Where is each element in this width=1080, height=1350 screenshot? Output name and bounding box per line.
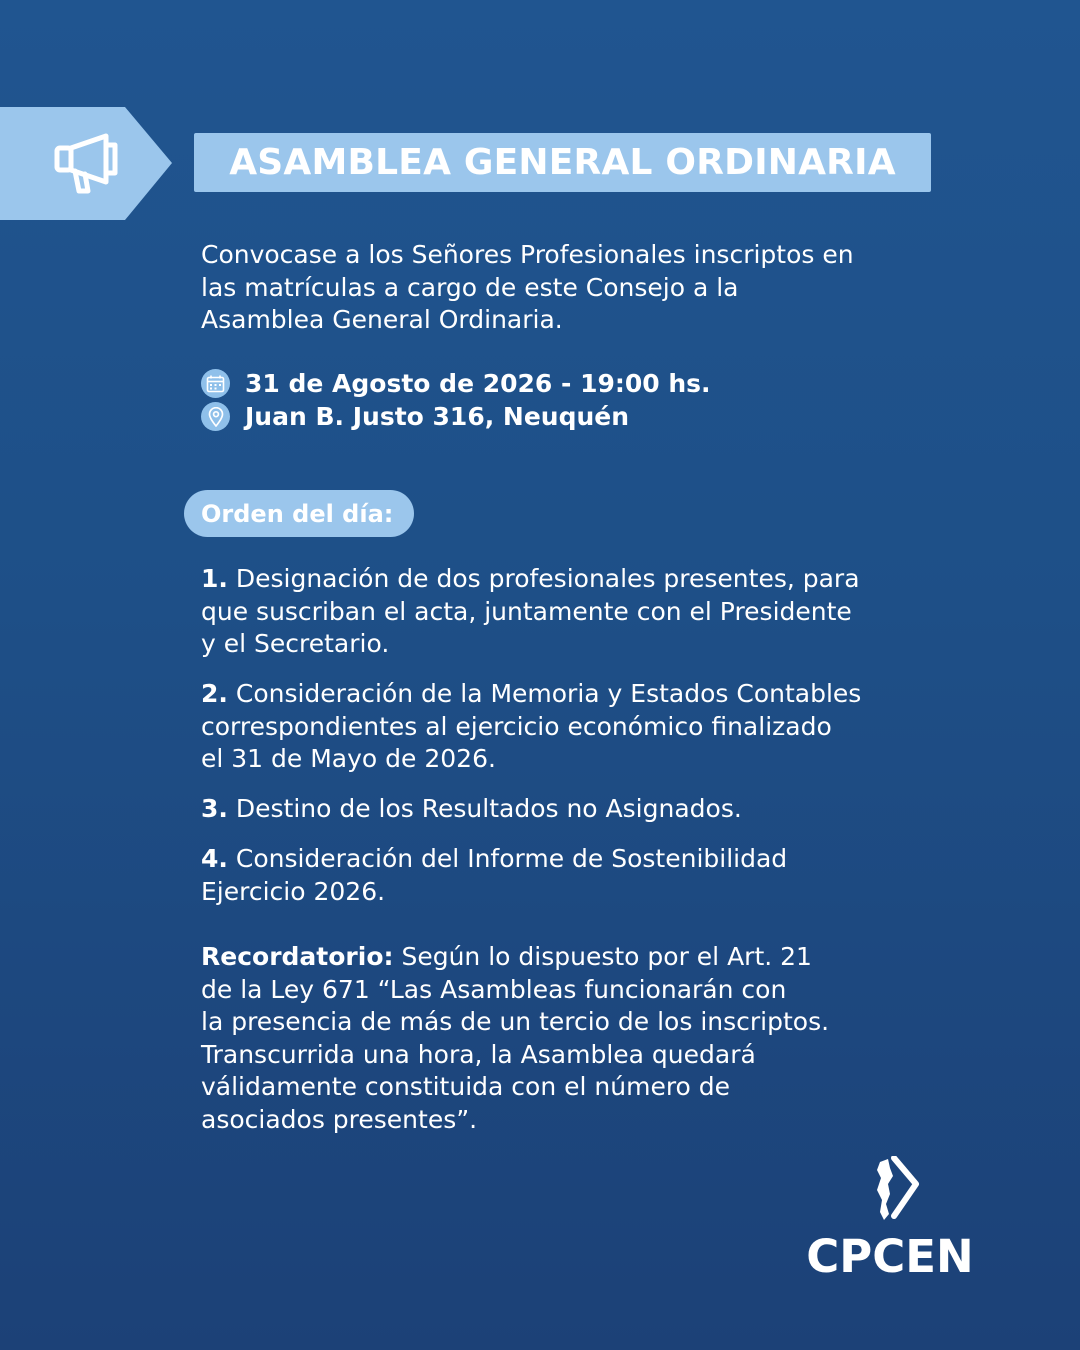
agenda-item-line: y el Secretario. (201, 629, 390, 658)
reminder-line: asociados presentes”. (201, 1104, 478, 1134)
calendar-icon (201, 369, 230, 398)
reminder-paragraph (201, 941, 901, 1136)
reminder-line: Transcurrida una hora, la Asamblea quedará (201, 1039, 756, 1069)
page-title: ASAMBLEA GENERAL ORDINARIA (229, 142, 896, 183)
agenda-heading: Orden del día: (201, 499, 394, 528)
intro-line: las matrículas a cargo de este Consejo a la (201, 272, 739, 302)
event-location-row (201, 402, 629, 431)
intro-line: Convocase a los Señores Profesionales inscriptos en (201, 240, 854, 269)
agenda-item-line: Consideración del Informe de Sostenibilidad (235, 844, 788, 873)
reminder-line: de la Ley 671 “Las Asambleas funcionarán con (201, 974, 787, 1004)
reminder-label: Recordatorio: (201, 942, 394, 971)
agenda-item-line: correspondientes al ejercicio económico finalizado (201, 711, 832, 741)
agenda-item-line: Designación de dos profesionales presentes, para (235, 564, 860, 593)
agenda-item-line: Ejercicio 2026. (201, 876, 386, 906)
intro-paragraph (201, 239, 921, 337)
agenda-item (201, 793, 931, 826)
agenda-heading-badge (184, 490, 414, 537)
megaphone-icon (52, 131, 122, 197)
agenda-item-line: Consideración de la Memoria y Estados Contables (235, 679, 862, 708)
province-arrow-logo-icon (874, 1156, 922, 1224)
agenda-item (201, 563, 931, 661)
agenda-item-line: que suscriban el acta, juntamente con el Presidente (201, 596, 852, 626)
agenda-item-number: 4. (201, 844, 228, 873)
logo-name: CPCEN (806, 1230, 974, 1283)
reminder-line: válidamente constituida con el número de (201, 1072, 731, 1101)
agenda-item-line: Destino de los Resultados no Asignados. (235, 794, 742, 823)
agenda-item-number: 2. (201, 679, 228, 708)
cpcen-logo (802, 1150, 982, 1285)
location-pin-icon (201, 402, 230, 431)
title-banner (194, 133, 931, 192)
agenda-item (201, 678, 931, 776)
header-tab (0, 107, 172, 220)
event-location: Juan B. Justo 316, Neuquén (245, 402, 630, 431)
agenda-item-line: el 31 de Mayo de 2026. (201, 744, 496, 773)
agenda-item (201, 843, 931, 908)
reminder-line: Según lo dispuesto por el Art. 21 (401, 942, 812, 971)
event-date-row (201, 369, 711, 398)
event-date: 31 de Agosto de 2026 - 19:00 hs. (245, 369, 711, 398)
intro-line: Asamblea General Ordinaria. (201, 305, 563, 334)
reminder-line: la presencia de más de un tercio de los inscriptos. (201, 1007, 830, 1036)
agenda-item-number: 1. (201, 564, 228, 593)
agenda-item-number: 3. (201, 794, 228, 823)
